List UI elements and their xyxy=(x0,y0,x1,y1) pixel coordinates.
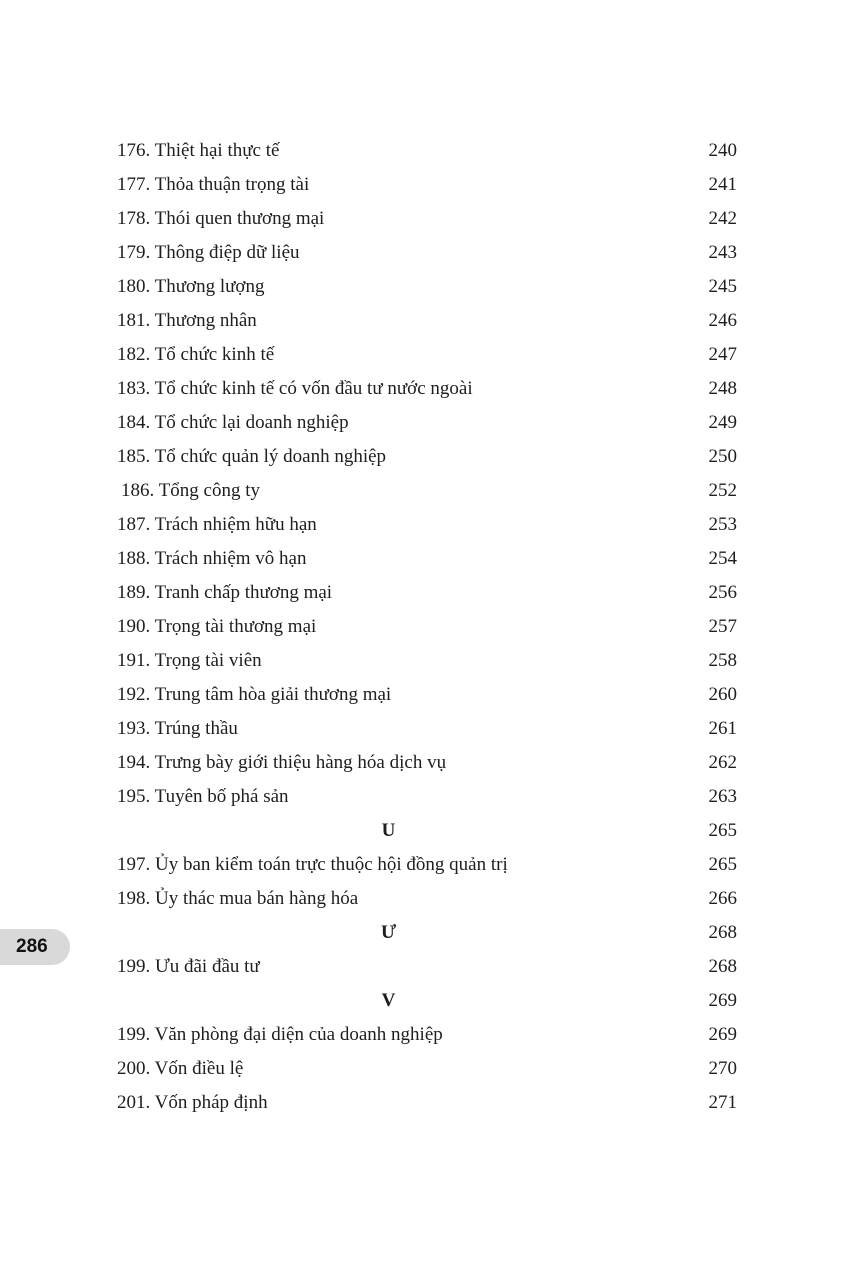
toc-entry xyxy=(0,712,854,746)
section-letter: V xyxy=(381,990,396,1011)
entry-title: 197. Ủy ban kiểm toán trực thuộc hội đồng quản trị xyxy=(117,854,508,875)
entry-title: 198. Ủy thác mua bán hàng hóa xyxy=(117,888,359,909)
table-of-contents xyxy=(0,134,854,1120)
toc-section-heading xyxy=(0,984,854,1018)
entry-title: 185. Tổ chức quản lý doanh nghiệp xyxy=(117,446,387,467)
toc-entry xyxy=(0,236,854,270)
entry-page: 242 xyxy=(708,208,737,229)
entry-page: 269 xyxy=(708,1024,737,1045)
toc-entry xyxy=(0,474,854,508)
entry-page: 256 xyxy=(708,582,737,603)
entry-page: 271 xyxy=(708,1092,737,1113)
toc-entry xyxy=(0,372,854,406)
entry-page: 245 xyxy=(708,276,737,297)
toc-entry xyxy=(0,168,854,202)
toc-entry xyxy=(0,202,854,236)
entry-title: 183. Tổ chức kinh tế có vốn đầu tư nước ngoài xyxy=(117,378,473,399)
entry-title: 199. Văn phòng đại diện của doanh nghiệp xyxy=(117,1024,443,1045)
entry-page: 268 xyxy=(708,922,737,943)
entry-page: 248 xyxy=(708,378,737,399)
entry-title: 191. Trọng tài viên xyxy=(117,650,262,671)
toc-entry xyxy=(0,134,854,168)
toc-entry xyxy=(0,610,854,644)
toc-entry xyxy=(0,304,854,338)
entry-title: 199. Ưu đãi đầu tư xyxy=(117,956,260,977)
entry-page: 247 xyxy=(708,344,737,365)
toc-entry xyxy=(0,542,854,576)
entry-title: 201. Vốn pháp định xyxy=(117,1092,268,1113)
page-number: 286 xyxy=(16,936,48,957)
entry-page: 249 xyxy=(708,412,737,433)
entry-page: 262 xyxy=(708,752,737,773)
toc-section-heading xyxy=(0,814,854,848)
toc-entry xyxy=(0,1086,854,1120)
toc-entry xyxy=(0,508,854,542)
entry-title: 193. Trúng thầu xyxy=(117,718,238,739)
entry-page: 243 xyxy=(708,242,737,263)
toc-entry xyxy=(0,746,854,780)
entry-page: 241 xyxy=(708,174,737,195)
entry-page: 265 xyxy=(708,854,737,875)
entry-title: 181. Thương nhân xyxy=(117,310,257,331)
entry-page: 246 xyxy=(708,310,737,331)
entry-page: 270 xyxy=(708,1058,737,1079)
toc-entry xyxy=(0,270,854,304)
entry-page: 258 xyxy=(708,650,737,671)
entry-title: 195. Tuyên bố phá sản xyxy=(117,786,289,807)
entry-page: 266 xyxy=(708,888,737,909)
entry-title: 182. Tổ chức kinh tế xyxy=(117,344,275,365)
entry-page: 240 xyxy=(708,140,737,161)
entry-page: 254 xyxy=(708,548,737,569)
toc-entry xyxy=(0,406,854,440)
entry-title: 178. Thói quen thương mại xyxy=(117,208,325,229)
entry-page: 265 xyxy=(708,820,737,841)
entry-title: 187. Trách nhiệm hữu hạn xyxy=(117,514,317,535)
section-letter: U xyxy=(381,820,396,841)
toc-entry xyxy=(0,1052,854,1086)
entry-title: 179. Thông điệp dữ liệu xyxy=(117,242,300,263)
entry-title: 180. Thương lượng xyxy=(117,276,265,297)
entry-page: 253 xyxy=(708,514,737,535)
entry-page: 263 xyxy=(708,786,737,807)
entry-page: 257 xyxy=(708,616,737,637)
entry-title: 200. Vốn điều lệ xyxy=(117,1058,244,1079)
entry-page: 269 xyxy=(708,990,737,1011)
entry-page: 260 xyxy=(708,684,737,705)
entry-title: 190. Trọng tài thương mại xyxy=(117,616,317,637)
toc-entry xyxy=(0,780,854,814)
entry-title: 176. Thiệt hại thực tế xyxy=(117,140,280,161)
toc-entry xyxy=(0,882,854,916)
toc-entry xyxy=(0,644,854,678)
entry-title: 184. Tổ chức lại doanh nghiệp xyxy=(117,412,349,433)
section-letter: Ư xyxy=(380,922,397,943)
toc-entry xyxy=(0,576,854,610)
toc-section-heading xyxy=(0,916,854,950)
toc-entry xyxy=(0,950,854,984)
entry-page: 250 xyxy=(708,446,737,467)
entry-title: 188. Trách nhiệm vô hạn xyxy=(117,548,307,569)
toc-entry xyxy=(0,440,854,474)
entry-title: 194. Trưng bày giới thiệu hàng hóa dịch vụ xyxy=(117,752,447,773)
page-number-tab xyxy=(0,929,70,965)
entry-title: 186. Tổng công ty xyxy=(121,480,260,501)
entry-title: 177. Thỏa thuận trọng tài xyxy=(117,174,310,195)
toc-entry xyxy=(0,848,854,882)
entry-title: 189. Tranh chấp thương mại xyxy=(117,582,333,603)
toc-entry xyxy=(0,1018,854,1052)
toc-entry xyxy=(0,678,854,712)
entry-title: 192. Trung tâm hòa giải thương mại xyxy=(117,684,392,705)
entry-page: 268 xyxy=(708,956,737,977)
toc-entry xyxy=(0,338,854,372)
entry-page: 252 xyxy=(708,480,737,501)
entry-page: 261 xyxy=(708,718,737,739)
